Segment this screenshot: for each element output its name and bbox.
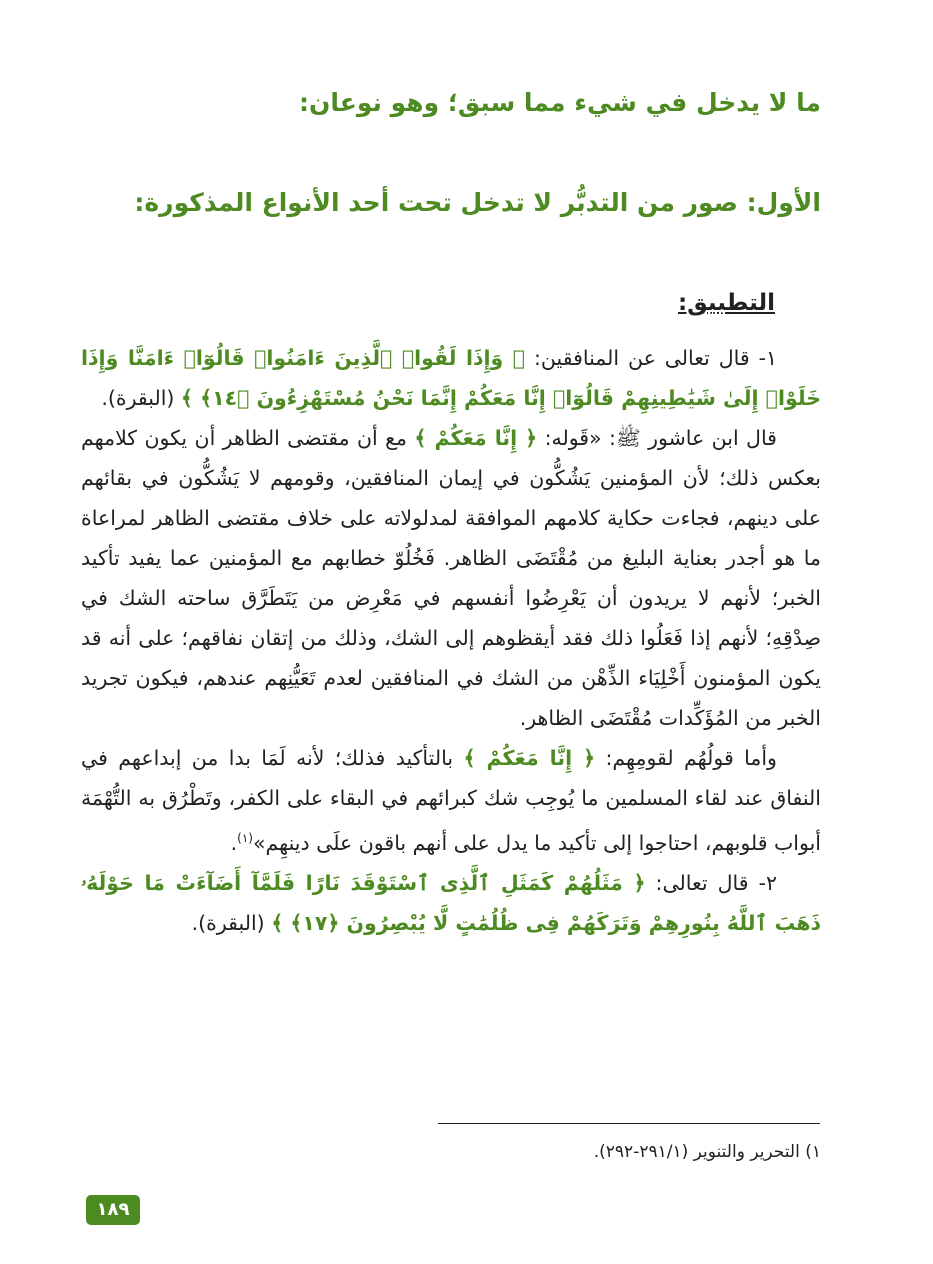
item-2 bbox=[81, 863, 821, 943]
item-2-source: (البقرة). bbox=[191, 910, 265, 935]
commentary-2-rest: بالتأكيد فذلك؛ لأنه لَمَا بدا من إبداعهم في النفاق عند لقاء المسلمين ما يُوجِب شك كبرائهم في البقاء على الكفر، وتَطْرُق به التُّهْمَة أبواب قلوبهم، احتاجوا إلى تأكيد ما يدل على أنهم باقون علَى دينهِم» bbox=[81, 746, 821, 855]
footnote-divider bbox=[438, 1123, 820, 1124]
item-2-ayah: ﴿ مَثَلُهُمْ كَمَثَلِ ٱلَّذِى ٱسْتَوْقَدَ نَارًا فَلَمَّآ أَضَآءَتْ مَا حَوْلَهُۥ ذَهَبَ ٱللَّهُ بِنُورِهِمْ وَتَرَكَهُمْ فِى ظُلُمَٰتٍ لَّا يُبْصِرُونَ ﴿١٧﴾ ﴾ bbox=[81, 870, 821, 935]
commentary-2-start: وأما قولُهُم لقومِهِم: bbox=[605, 746, 777, 770]
commentary-paragraph-1 bbox=[81, 418, 821, 738]
footnote: ١) التحرير والتنوير (٢٩١/١-٢٩٢). bbox=[593, 1142, 821, 1162]
type-heading: الأول: صور من التدبُّر لا تدخل تحت أحد الأنواع المذكورة: bbox=[134, 188, 821, 217]
commentary-paragraph-2 bbox=[81, 738, 821, 863]
commentary-2-ayah: ﴿ إِنَّا مَعَكُمْ ﴾ bbox=[463, 746, 596, 770]
footnote-ref[interactable]: (١) bbox=[237, 831, 253, 845]
item-1 bbox=[81, 338, 821, 418]
item-2-intro: ٢- قال تعالى: bbox=[655, 870, 778, 895]
section-heading: ما لا يدخل في شيء مما سبق؛ وهو نوعان: bbox=[299, 88, 821, 117]
commentary-1-rest: مع أن مقتضى الظاهر أن يكون كلامهم بعكس ذلك؛ لأن المؤمنين يَشُكُّون في إيمان المنافقين، وقومهم لا يَشُكُّون في بقائهم على دينهم، فجاءت حكاية كلامهم الموافقة لمدلولاته على خلاف مقتضى الظاهر لمراعاة ما هو أجدر بعناية البليغ من مُقْتَضَى الظاهر. فَخُلُوّ خطابهم مع المؤمنين عما يفيد تأكيد الخبر؛ لأنهم لا يريدون أن يَعْرِضُوا أنفسهم في مَعْرِض من يَتَطَرَّق ساحته الشك في صِدْقِهِ؛ لأنهم إذا فَعَلُوا ذلك فقد أيقظوهم إلى الشك، وذلك من إتقان نفاقهم؛ على أنه قد يكون المؤمنون أَخْلِيَاء الذِّهْن من الشك في المنافقين لعدم تَعَيُّنِهم عندهم، فيكون تجريد الخبر من المُؤَكِّدات مُقْتَضَى الظاهر. bbox=[81, 426, 821, 730]
item-1-source: (البقرة). bbox=[101, 386, 175, 410]
item-1-ayah: ﴿ وَإِذَا لَقُوا۟ ٱلَّذِينَ ءَامَنُوا۟ قَالُوٓا۟ ءَامَنَّا وَإِذَا خَلَوْا۟ إِلَىٰ شَيَٰطِينِهِمْ قَالُوٓا۟ إِنَّا مَعَكُمْ إِنَّمَا نَحْنُ مُسْتَهْزِءُونَ ﴿١٤﴾ ﴾ bbox=[81, 346, 821, 410]
application-subheading: التطبيق: bbox=[677, 290, 775, 316]
commentary-1-ayah: ﴿ إِنَّا مَعَكُمْ ﴾ bbox=[414, 426, 538, 450]
page-number: ١٨٩ bbox=[86, 1195, 140, 1225]
commentary-1-start: قال ابن عاشور ﷺ: «قَوله: bbox=[544, 426, 777, 450]
commentary-2-end: . bbox=[230, 830, 238, 855]
main-text bbox=[81, 338, 821, 943]
item-1-intro: ١- قال تعالى عن المنافقين: bbox=[534, 346, 777, 370]
